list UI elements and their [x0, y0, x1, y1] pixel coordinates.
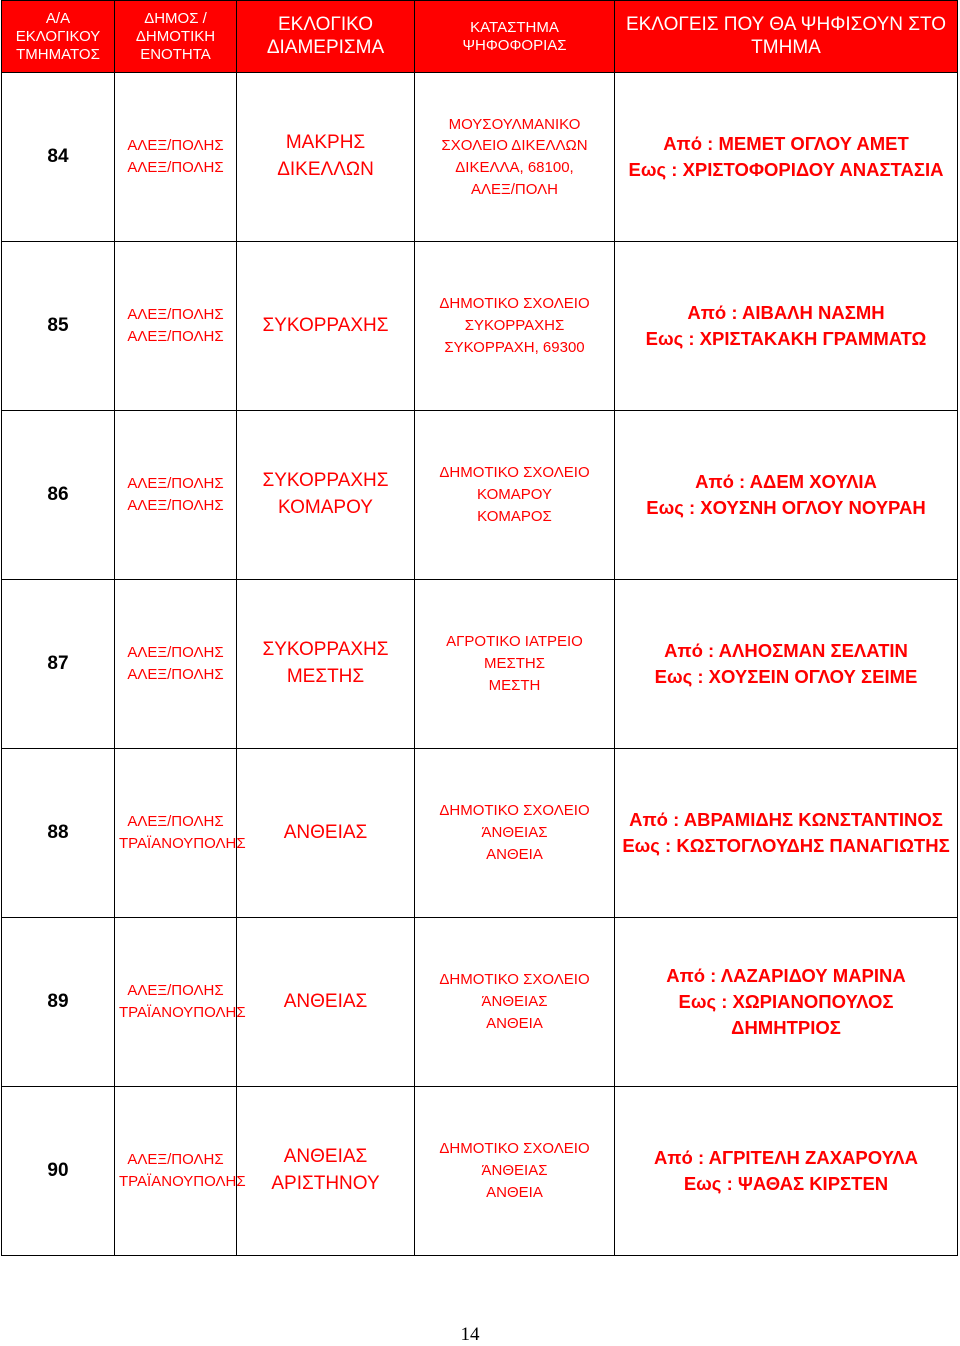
header-line: ΕΚΛΟΓΙΚΟ	[277, 13, 374, 35]
cell-line: ΑΝΘΕΙΑΣ	[283, 990, 368, 1012]
polling-station-cell	[415, 73, 615, 242]
polling-station-cell	[415, 411, 615, 580]
cell-line: Εως : ΨΑΘΑΣ ΚΙΡΣΤΕΝ	[683, 1173, 889, 1194]
cell-line: ΔΗΜΟΤΙΚΟ ΣΧΟΛΕΙΟ	[439, 1140, 590, 1158]
section-number-cell: 86	[2, 411, 115, 580]
cell-line: ΑΛΕΞ/ΠΟΛΗ	[470, 180, 559, 198]
district-cell	[237, 73, 415, 242]
voters-range-cell	[615, 918, 958, 1087]
cell-line: Από : ΑΛΗΟΣΜΑΝ ΣΕΛΑΤΙΝ	[664, 640, 908, 662]
cell-line: ΑΛΕΞ/ΠΟΛΗΣ	[127, 982, 224, 1000]
cell-line: ΣΥΚΟΡΡΑΧΗ, 69300	[444, 338, 585, 356]
cell-line: ΣΧΟΛΕΙΟ ΔΙΚΕΛΛΩΝ	[441, 137, 588, 155]
cell-line: ΑΛΕΞ/ΠΟΛΗΣ	[127, 1151, 224, 1169]
header-electoral-district	[237, 1, 415, 73]
cell-line: ΆΝΘΕΙΑΣ	[481, 993, 548, 1011]
cell-line: ΤΡΑΪΑΝΟΥΠΟΛΗΣ	[119, 835, 246, 852]
cell-line: ΑΝΘΕΙΑΣ	[283, 1146, 368, 1168]
cell-line: ΔΗΜΟΤΙΚΟ ΣΧΟΛΕΙΟ	[439, 802, 590, 820]
voters-range-cell	[615, 749, 958, 918]
district-cell	[237, 242, 415, 411]
header-line: ΔΗΜΟΣ /	[144, 9, 207, 27]
header-row	[2, 1, 958, 73]
table-row	[2, 73, 958, 242]
header-line: ΚΑΤΑΣΤΗΜΑ	[470, 18, 559, 36]
district-cell	[237, 580, 415, 749]
cell-line: ΣΥΚΟΡΡΑΧΗΣ	[262, 314, 389, 336]
voters-range-cell	[615, 1087, 958, 1256]
polling-station-cell	[415, 749, 615, 918]
cell-line: ΜΕΣΤΗΣ	[286, 666, 365, 687]
cell-line: ΑΝΘΕΙΑΣ	[283, 821, 368, 843]
district-cell	[237, 918, 415, 1087]
cell-line: Εως : ΧΟΥΣΕΙΝ ΟΓΛΟΥ ΣΕΙΜΕ	[654, 666, 918, 687]
district-cell	[237, 411, 415, 580]
voters-range-cell	[615, 580, 958, 749]
cell-line: ΔΗΜΗΤΡΙΟΣ	[731, 1016, 841, 1038]
table-row	[2, 580, 958, 749]
header-line: ΔΗΜΟΤΙΚΗ	[135, 27, 216, 45]
cell-line: Από : ΑΔΕΜ ΧΟΥΛΙΑ	[695, 471, 877, 493]
cell-line: ΜΑΚΡΗΣ	[285, 132, 366, 154]
table-body	[2, 73, 958, 1256]
header-line: ΨΗΦΟΦΟΡΙΑΣ	[462, 36, 567, 54]
cell-line: Εως : ΧΩΡΙΑΝΟΠΟΥΛΟΣ	[678, 991, 894, 1013]
header-line: ΕΚΛΟΓΕΙΣ ΠΟΥ ΘΑ ΨΗΦΙΣΟΥΝ ΣΤΟ	[625, 13, 947, 35]
voters-range-cell	[615, 242, 958, 411]
header-line: ΤΜΗΜΑ	[751, 36, 821, 58]
district-cell	[237, 749, 415, 918]
cell-line: ΔΗΜΟΤΙΚΟ ΣΧΟΛΕΙΟ	[439, 295, 590, 313]
cell-line: Από : ΑΙΒΑΛΗ ΝΑΣΜΗ	[687, 302, 885, 324]
cell-line: ΔΙΚΕΛΛΩΝ	[277, 159, 374, 180]
cell-line: ΑΝΘΕΙΑ	[486, 845, 543, 863]
municipality-cell	[115, 580, 237, 749]
cell-line: ΔΙΚΕΛΛΑ, 68100,	[455, 159, 574, 176]
header-voters	[615, 1, 958, 73]
header-line: ΔΙΑΜΕΡΙΣΜΑ	[266, 36, 385, 58]
cell-line: Από : ΑΒΡΑΜΙΔΗΣ ΚΩΝΣΤΑΝΤΙΝΟΣ	[629, 809, 943, 831]
municipality-cell	[115, 242, 237, 411]
cell-line: ΑΓΡΟΤΙΚΟ ΙΑΤΡΕΙΟ	[446, 633, 583, 651]
cell-line: Από : ΑΓΡΙΤΕΛΗ ΖΑΧΑΡΟΥΛΑ	[654, 1147, 918, 1169]
cell-line: ΚΟΜΑΡΟΣ	[477, 507, 552, 525]
cell-line: Από : ΜΕΜΕΤ ΟΓΛΟΥ ΑΜΕΤ	[663, 133, 909, 155]
polling-station-cell	[415, 918, 615, 1087]
cell-line: ΑΛΕΞ/ΠΟΛΗΣ	[127, 328, 224, 345]
table-row	[2, 749, 958, 918]
table-row	[2, 242, 958, 411]
cell-line: ΑΝΘΕΙΑ	[486, 1014, 543, 1032]
cell-line: Εως : ΧΡΙΣΤΑΚΑΚΗ ΓΡΑΜΜΑΤΩ	[645, 328, 927, 349]
cell-line: ΚΟΜΑΡΟΥ	[278, 497, 373, 518]
cell-line: ΔΗΜΟΤΙΚΟ ΣΧΟΛΕΙΟ	[439, 464, 590, 482]
cell-line: ΑΛΕΞ/ΠΟΛΗΣ	[127, 497, 224, 514]
cell-line: ΣΥΚΟΡΡΑΧΗΣ	[262, 639, 389, 661]
table-header	[2, 1, 958, 73]
polling-station-cell	[415, 580, 615, 749]
cell-line: Από : ΛΑΖΑΡΙΔΟΥ ΜΑΡΙΝΑ	[666, 965, 906, 987]
section-number-cell: 85	[2, 242, 115, 411]
municipality-cell	[115, 918, 246, 1087]
district-cell	[237, 1087, 415, 1256]
cell-line: ΑΡΙΣΤΗΝΟΥ	[271, 1173, 380, 1194]
cell-line: ΜΟΥΣΟΥΛΜΑΝΙΚΟ	[448, 115, 581, 133]
cell-line: ΑΛΕΞ/ΠΟΛΗΣ	[127, 159, 224, 176]
table-row	[2, 1087, 958, 1256]
cell-line: ΑΛΕΞ/ΠΟΛΗΣ	[127, 644, 224, 662]
cell-line: Εως : ΚΩΣΤΟΓΛΟΥΔΗΣ ΠΑΝΑΓΙΩΤΗΣ	[622, 835, 950, 856]
cell-line: ΑΛΕΞ/ΠΟΛΗΣ	[127, 306, 224, 324]
section-number-cell: 87	[2, 580, 115, 749]
cell-line: ΔΗΜΟΤΙΚΟ ΣΧΟΛΕΙΟ	[439, 971, 590, 989]
cell-line: ΑΛΕΞ/ΠΟΛΗΣ	[127, 813, 224, 831]
cell-line: ΑΛΕΞ/ΠΟΛΗΣ	[127, 666, 224, 683]
municipality-cell	[115, 411, 237, 580]
section-number-cell: 88	[2, 749, 115, 918]
section-number-cell: 89	[2, 918, 115, 1087]
municipality-cell	[115, 1087, 246, 1256]
cell-line: ΤΡΑΪΑΝΟΥΠΟΛΗΣ	[119, 1173, 246, 1190]
table-row	[2, 411, 958, 580]
cell-line: ΜΕΣΤΗ	[488, 676, 541, 694]
municipality-cell	[115, 749, 246, 918]
cell-line: ΣΥΚΟΡΡΑΧΗΣ	[262, 470, 389, 492]
header-municipality	[115, 1, 237, 73]
cell-line: ΆΝΘΕΙΑΣ	[481, 1162, 548, 1180]
section-number-cell: 90	[2, 1087, 115, 1256]
cell-line: Εως : ΧΡΙΣΤΟΦΟΡΙΔΟΥ ΑΝΑΣΤΑΣΙΑ	[628, 159, 944, 180]
voters-range-cell	[615, 411, 958, 580]
cell-line: ΑΝΘΕΙΑ	[486, 1183, 543, 1201]
municipality-cell	[115, 73, 237, 242]
polling-station-cell	[415, 242, 615, 411]
header-polling-station	[415, 1, 615, 73]
section-number-cell: 84	[2, 73, 115, 242]
cell-line: ΑΛΕΞ/ΠΟΛΗΣ	[127, 475, 224, 493]
polling-stations-table	[1, 0, 958, 1256]
header-line: Α/Α	[45, 9, 71, 27]
cell-line: ΑΛΕΞ/ΠΟΛΗΣ	[127, 137, 224, 155]
cell-line: ΚΟΜΑΡΟΥ	[477, 486, 552, 504]
cell-line: ΜΕΣΤΗΣ	[483, 655, 546, 673]
page-number: 14	[460, 1324, 480, 1345]
table-row	[2, 918, 958, 1087]
header-line: ΤΜΗΜΑΤΟΣ	[16, 45, 100, 63]
cell-line: ΆΝΘΕΙΑΣ	[481, 824, 548, 842]
header-section-number	[2, 1, 115, 73]
cell-line: Εως : ΧΟΥΣΝΗ ΟΓΛΟΥ ΝΟΥΡΑΗ	[646, 497, 926, 518]
voters-range-cell	[615, 73, 958, 242]
cell-line: ΤΡΑΪΑΝΟΥΠΟΛΗΣ	[119, 1004, 246, 1021]
cell-line: ΣΥΚΟΡΡΑΧΗΣ	[464, 317, 565, 335]
header-line: ΕΚΛΟΓΙΚΟΥ	[15, 27, 101, 45]
header-line: ΕΝΟΤΗΤΑ	[140, 45, 211, 63]
polling-station-cell	[415, 1087, 615, 1256]
